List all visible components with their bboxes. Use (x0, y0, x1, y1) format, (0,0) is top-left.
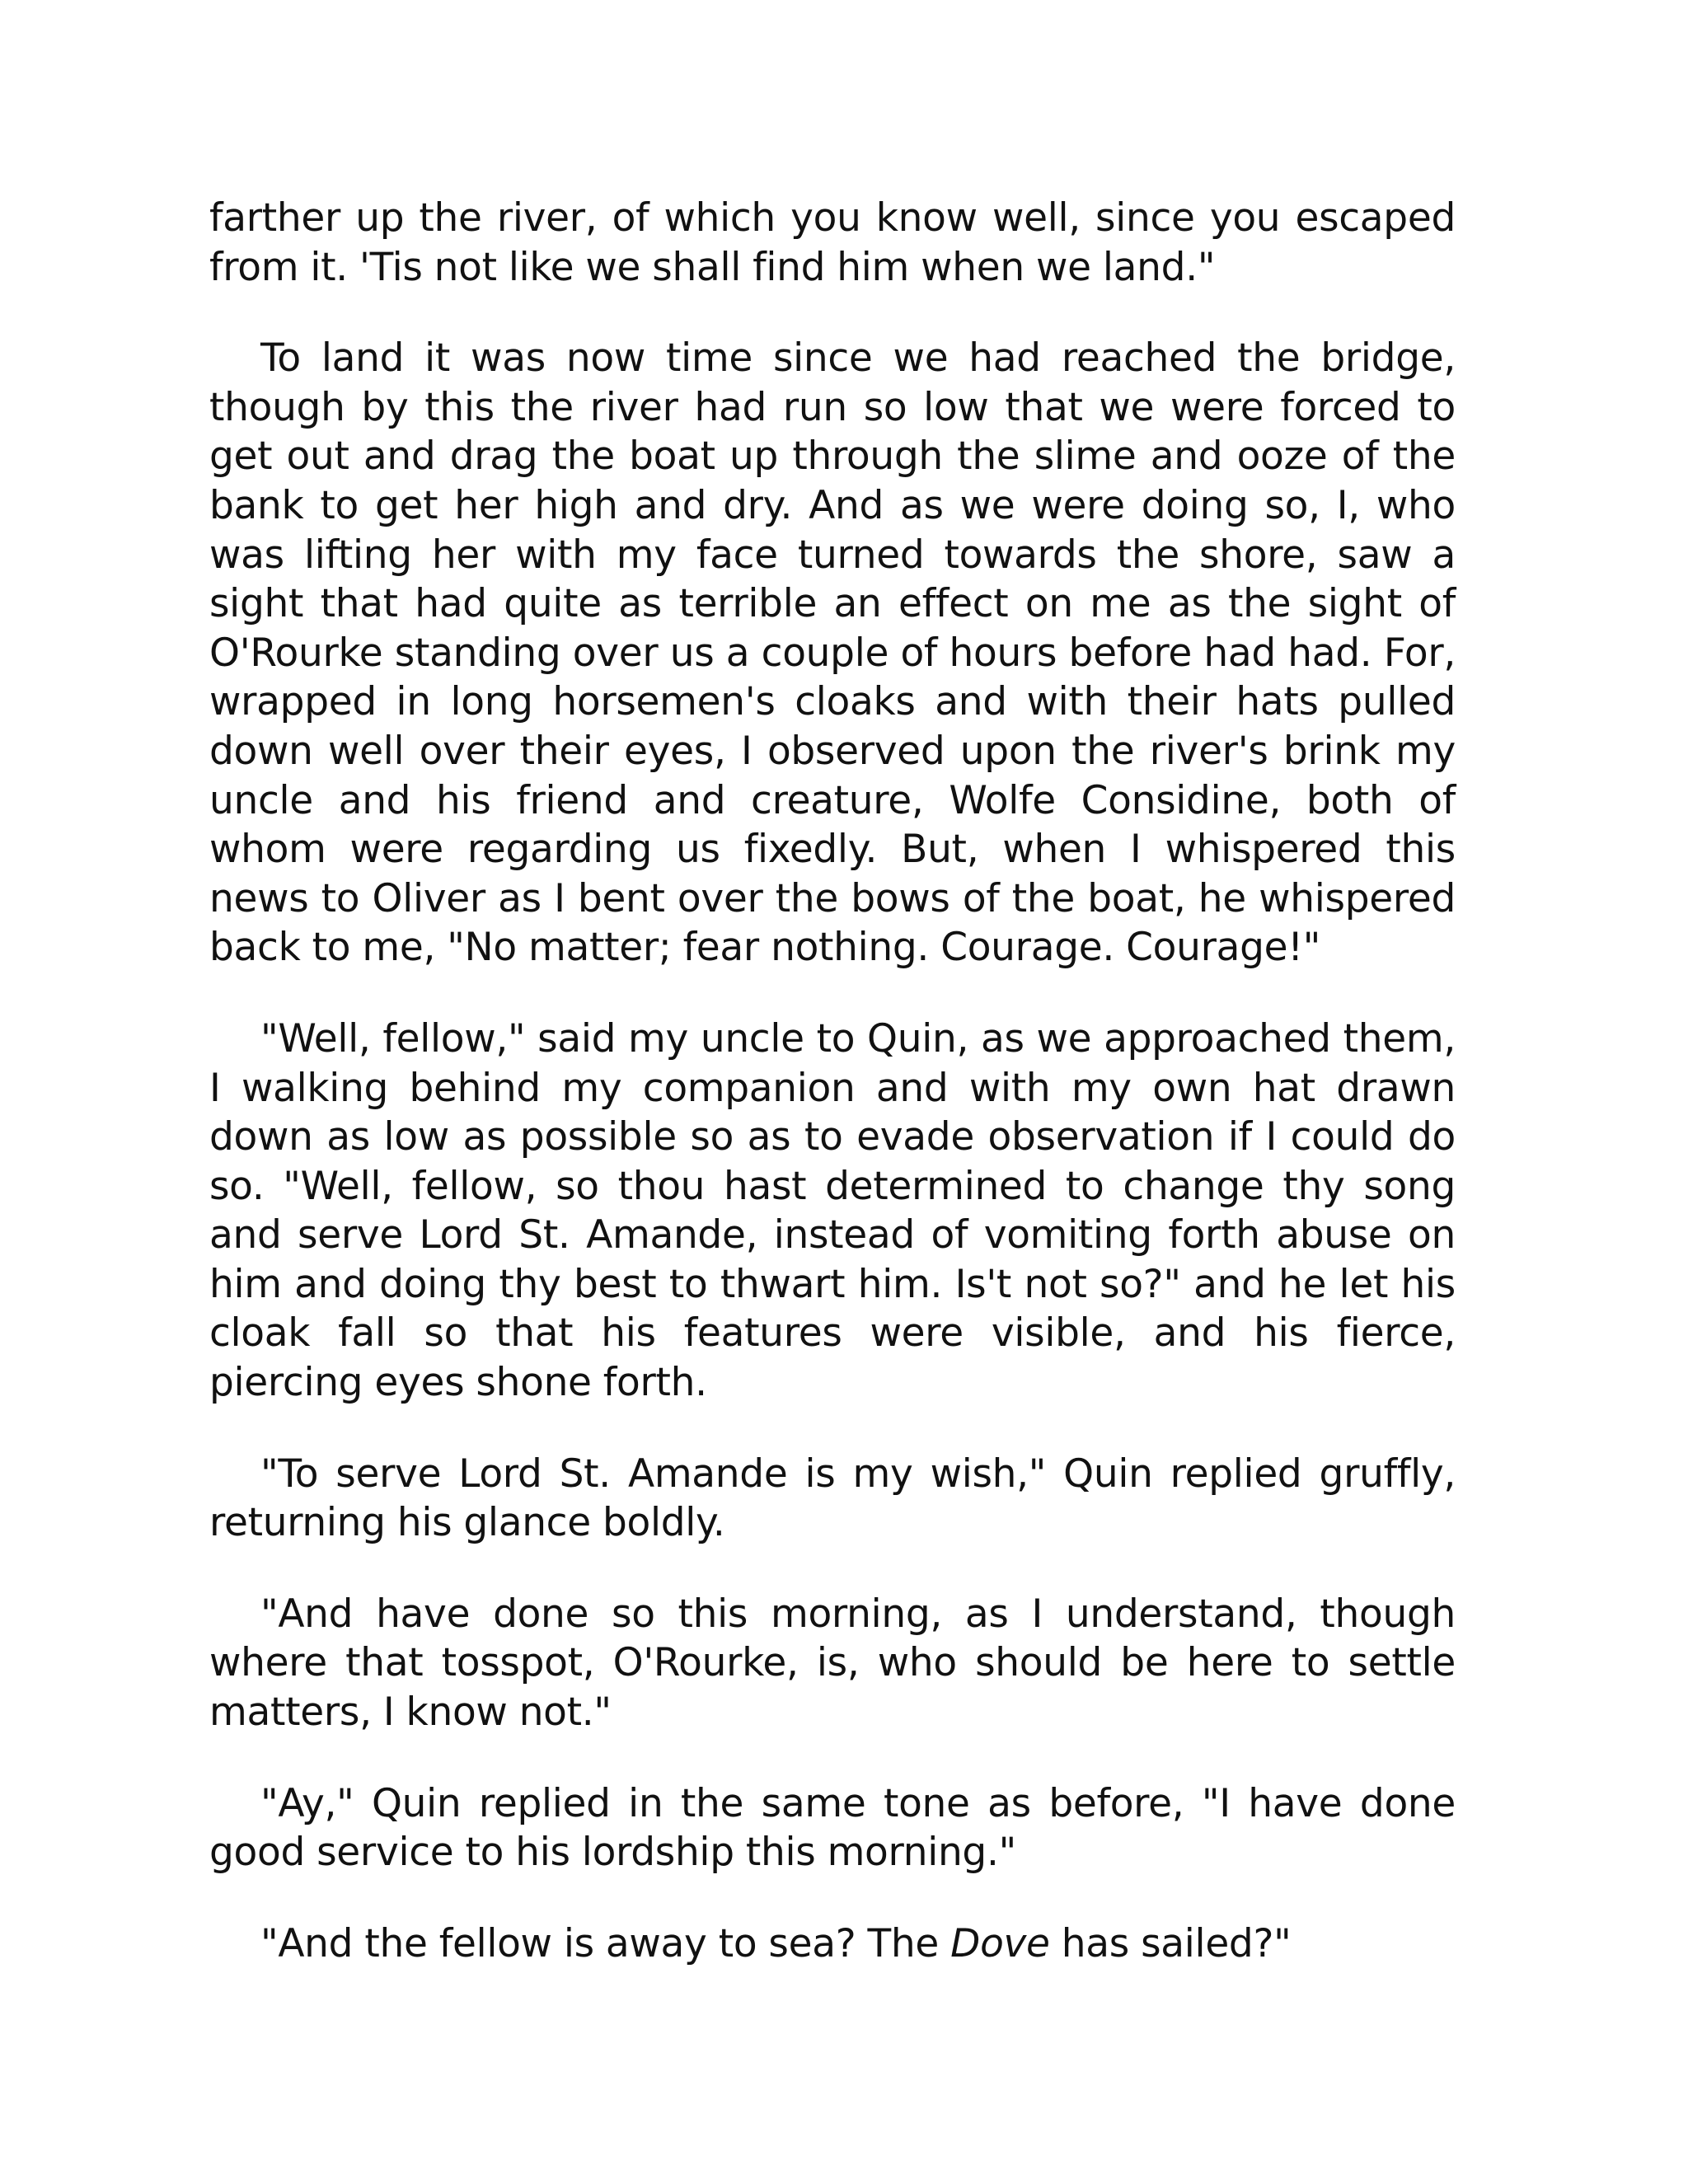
page-body (209, 194, 1456, 2010)
paragraph-7-start: "And the fellow is away to sea? The (260, 1920, 951, 1966)
paragraph-4: "To serve Lord St. Amande is my wish," Quin replied gruffly, returning his glance boldly. (209, 1451, 1456, 1546)
paragraph-6: "Ay," Quin replied in the same tone as before, "I have done good service to his lordship this morning." (209, 1780, 1456, 1876)
paragraph-1: farther up the river, of which you know well, since you escaped from it. 'Tis not like we shall find him when we land." (209, 195, 1456, 290)
ship-name: Dove (950, 1920, 1050, 1966)
paragraph-5: "And have done so this morning, as I understand, though where that tosspot, O'Rourke, is, who should be here to settle matters, I know not." (209, 1591, 1456, 1736)
paragraph-7-end: has sailed?" (1049, 1920, 1292, 1966)
paragraph-3: "Well, fellow," said my uncle to Quin, as we approached them, I walking behind my companion and with my own hat drawn down as low as possible so as to evade observation if I could do so. "Well, fellow, so thou hast determined to change thy song and serve Lord St. Amande, instead of vomiting forth abuse on him and doing thy best to thwart him. Is't not so?" and he let his cloak fall so that his features were visible, and his fierce, piercing eyes shone forth. (209, 1015, 1456, 1406)
paragraph-2: To land it was now time since we had reached the bridge, though by this the river had run so low that we were forced to get out and drag the boat up through the slime and ooze of the bank to get her high and dry. And as we were doing so, I, who was lifting her with my face turned towards the shore, saw a sight that had quite as terrible an effect on me as the sight of O'Rourke standing over us a couple of hours before had had. For, wrapped in long horsemen's cloaks and with their hats pulled down well over their eyes, I observed upon the river's brink my uncle and his friend and creature, Wolfe Considine, both of whom were regarding us fixedly. But, when I whispered this news to Oliver as I bent over the bows of the boat, he whispered back to me, "No matter; fear nothing. Courage. Courage!" (209, 335, 1456, 971)
paragraph-7 (209, 1919, 1456, 1969)
